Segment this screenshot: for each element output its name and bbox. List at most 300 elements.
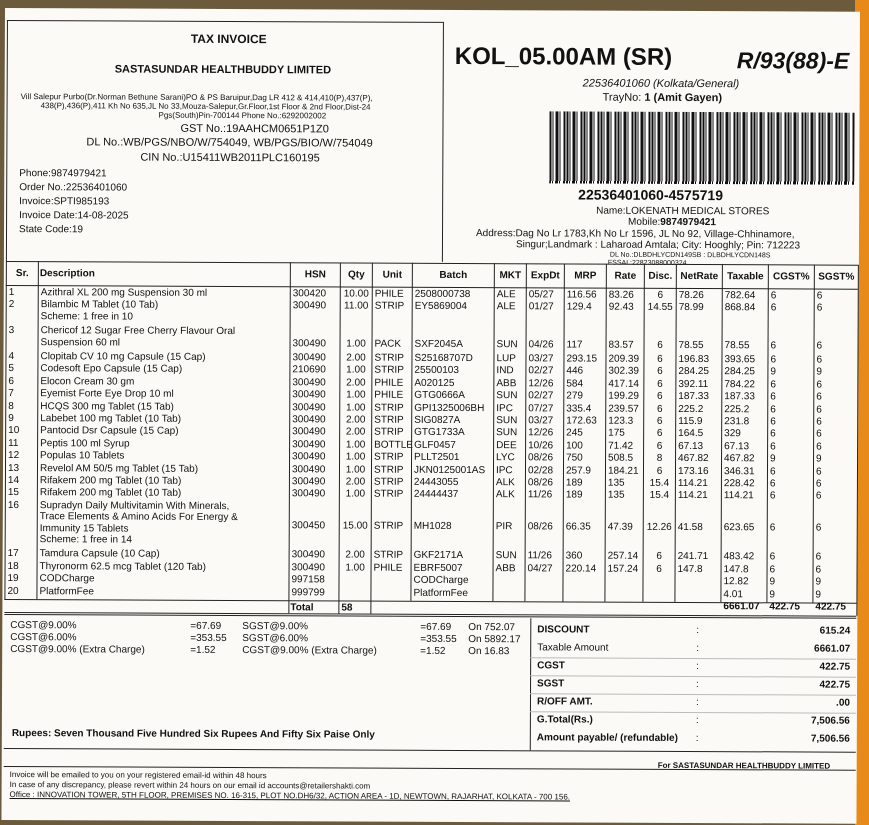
item-scheme: Immunity 15 Tablets (39, 522, 129, 535)
item-sr: 8 (8, 400, 14, 412)
item-unit: STRIP (374, 365, 404, 377)
item-qty: 1.00 (346, 402, 366, 414)
totals-label: G.Total(Rs.) (536, 714, 593, 726)
item-rate: 135 (607, 490, 625, 502)
item-disc: 8 (656, 453, 663, 465)
item-sr: 6 (8, 375, 14, 387)
item-taxable: 393.65 (724, 354, 756, 366)
item-net: 187.33 (678, 391, 709, 403)
item-sgst: 6 (816, 354, 823, 366)
item-exp: 04/26 (528, 338, 554, 350)
item-cgst: 6 (769, 465, 776, 477)
item-mkt: IND (496, 365, 514, 377)
item-net: 114.21 (677, 490, 708, 502)
item-description: Eyemist Forte Eye Drop 10 ml (40, 388, 174, 400)
item-unit: STRIP (374, 301, 405, 313)
item-hsn: 300490 (292, 352, 326, 364)
item-sgst: 6 (816, 441, 822, 453)
item-rate: 184.21 (607, 465, 639, 477)
item-hsn: 300490 (291, 562, 325, 574)
item-qty: 2.00 (345, 414, 366, 426)
totals-colon: : (696, 643, 700, 655)
totals-colon: : (696, 625, 700, 637)
item-batch: CODCharge (413, 574, 469, 587)
item-batch: 24443055 (413, 476, 459, 488)
item-exp: 08/26 (527, 477, 553, 489)
item-sr: 17 (7, 548, 19, 560)
order-info (19, 167, 129, 237)
tax-on: On 752.07 (468, 622, 516, 634)
item-sgst: 6 (815, 551, 822, 563)
totals-label: R/OFF AMT. (536, 696, 593, 708)
item-qty: 1.00 (346, 389, 366, 401)
item-unit: PHILE (373, 562, 403, 574)
barcode-text: 22536401060-4575719 (578, 186, 724, 204)
totals-value: 422.75 (819, 661, 851, 673)
item-description: Populas 10 Tablets (40, 450, 125, 462)
item-batch: GKF2171A (413, 550, 464, 562)
item-sr: 15 (7, 487, 20, 499)
item-cgst: 6 (770, 391, 776, 403)
item-rate: 71.42 (608, 440, 634, 452)
item-exp: 05/27 (528, 289, 554, 301)
item-unit: STRIP (374, 427, 404, 439)
item-sgst: 6 (816, 290, 823, 302)
table-header-qty: Qty (347, 269, 365, 281)
item-taxable: 868.84 (724, 302, 756, 314)
item-sr: 19 (7, 573, 19, 585)
tax-c-val: =67.69 (190, 620, 222, 632)
item-description: Supradyn Daily Multivitamin With Minerals, (39, 499, 230, 512)
item-rate: 508.5 (608, 452, 634, 464)
item-description: PlatformFee (39, 585, 94, 597)
tax-s-label: SGST@6.00% (242, 633, 309, 645)
item-mrp: 293.15 (566, 353, 598, 365)
column-divider (562, 263, 564, 601)
item-sr: 7 (8, 388, 14, 400)
item-description: Codesoft Epo Capsule (15 Cap) (40, 363, 183, 376)
item-sr: 12 (8, 450, 20, 462)
item-exp: 10/26 (528, 440, 554, 452)
item-batch: EBRF5007 (413, 562, 463, 574)
item-sgst: 9 (815, 589, 822, 601)
item-exp: 02/28 (527, 464, 554, 476)
totals-value: 422.75 (819, 679, 851, 691)
item-batch: 24444437 (413, 489, 459, 501)
table-header-rate: Rate (614, 270, 637, 282)
footer-line: In case of any discrepancy, please revert within 24 hours on our email id accounts@retailershakti.com (9, 780, 371, 791)
table-header-disc: Disc. (648, 270, 673, 282)
item-cgst: 6 (770, 428, 776, 440)
item-disc: 6 (656, 428, 663, 440)
item-mkt: SUN (496, 415, 518, 427)
item-cgst: 6 (770, 354, 777, 366)
item-mkt: LUP (496, 353, 516, 365)
item-description: Revelol AM 50/5 mg Tablet (15 Tab) (39, 462, 199, 475)
table-header-batch: Batch (439, 269, 468, 282)
company-name: SASTASUNDAR HEALTHBUDDY LIMITED (114, 63, 332, 77)
item-rate: 157.24 (607, 563, 639, 575)
item-exp: 11/26 (527, 550, 552, 562)
item-disc: 6 (656, 563, 662, 575)
table-header-unit: Unit (382, 269, 403, 281)
cin-number: CIN No.:U15411WB2011PLC160195 (140, 151, 320, 165)
item-cgst: 6 (770, 403, 776, 415)
item-sgst: 6 (816, 340, 823, 352)
item-batch: PlatformFee (413, 587, 468, 599)
item-mrp: 360 (565, 550, 583, 562)
item-batch: PLLT2501 (414, 451, 460, 464)
item-mkt: SUN (496, 390, 518, 402)
table-header-desc: Description (39, 268, 95, 280)
route-code: R/93(88)-E (736, 47, 850, 74)
totals-value: 7,506.56 (810, 715, 850, 727)
item-qty: 2.00 (346, 352, 366, 364)
item-unit: BOTTLE (374, 439, 414, 451)
totals-colon: : (695, 733, 699, 745)
item-net: 241.71 (677, 551, 709, 563)
item-unit: PHILE (374, 288, 404, 300)
item-disc: 14.55 (647, 302, 673, 314)
item-taxable: 4.01 (723, 588, 743, 600)
totals-value: 7,506.56 (810, 733, 850, 745)
item-sr: 5 (8, 363, 15, 375)
item-sgst: 9 (816, 366, 823, 378)
item-mrp: 189 (565, 477, 583, 489)
item-sr: 9 (8, 413, 14, 425)
item-taxable: 329 (724, 428, 741, 440)
item-cgst: 6 (770, 379, 776, 391)
tax-on: On 5892.17 (468, 634, 521, 646)
item-description: Pantocid Dsr Capsule (15 Cap) (40, 425, 179, 438)
item-description: Clopitab CV 10 mg Capsule (15 Cap) (40, 351, 206, 363)
column-divider (766, 264, 768, 602)
item-hsn: 300490 (291, 476, 326, 488)
item-sr: 18 (7, 560, 19, 572)
item-sr: 10 (8, 425, 20, 437)
column-divider (410, 263, 412, 601)
item-description: Labebet 100 mg Tablet (10 Tab) (40, 413, 182, 425)
table-header-exp: ExpDt (530, 270, 560, 282)
totals-label: Taxable Amount (537, 642, 609, 654)
item-qty: 1.00 (345, 562, 365, 574)
item-disc: 6 (657, 366, 663, 378)
item-qty: 1.00 (345, 451, 366, 463)
item-batch: 2508000738 (414, 288, 471, 301)
item-cgst: 6 (770, 302, 777, 314)
item-description: Rifakem 200 mg Tablet (10 Tab) (39, 487, 182, 500)
item-hsn: 300490 (292, 401, 326, 413)
item-taxable: 225.2 (724, 403, 750, 415)
item-cgst: 6 (769, 564, 776, 576)
tray-label: TrayNo: (602, 91, 645, 104)
item-description: HCQS 300 mg Tablet (15 Tab) (40, 400, 174, 413)
item-net: 147.8 (677, 563, 703, 575)
border-top-left (7, 20, 443, 23)
border-divider (442, 22, 444, 262)
tax-c-label: CGST@9.00% (10, 620, 77, 632)
customer-dl: DL No.:DLBDHLYCDN149SB : DLBDHLYCDN148S (609, 251, 771, 260)
item-mkt: ALK (495, 477, 515, 489)
table-header-sgst: SGST% (818, 271, 855, 283)
item-disc: 6 (657, 391, 663, 403)
invoice-number: Invoice:SPTI985193 (19, 196, 110, 208)
mobile-label: Mobile: (628, 216, 661, 228)
item-rate: 47.39 (607, 521, 633, 533)
item-rate: 175 (608, 428, 625, 440)
item-net: 467.82 (678, 453, 709, 465)
amount-in-words: Rupees: Seven Thousand Five Hundred Six Rupees And Fifty Six Paise Only (11, 728, 375, 741)
column-divider (338, 262, 340, 600)
item-cgst: 9 (770, 453, 776, 465)
totals-colon: : (695, 697, 699, 709)
item-description: CODCharge (39, 573, 95, 585)
item-hsn: 300490 (292, 426, 326, 438)
column-divider (370, 263, 372, 601)
item-mrp: 100 (566, 440, 583, 452)
customer-mobile (628, 217, 716, 228)
item-batch: MH1028 (413, 520, 452, 532)
item-mrp: 257.9 (565, 465, 592, 477)
item-taxable: 231.8 (724, 416, 750, 428)
item-exp: 03/27 (528, 415, 554, 427)
item-rate: 209.39 (608, 353, 640, 365)
item-taxable: 782.64 (724, 290, 756, 302)
phone: Phone:9874979421 (19, 168, 107, 180)
item-net: 41.58 (677, 521, 703, 533)
item-sr: 20 (7, 585, 19, 597)
item-cgst: 9 (769, 588, 776, 600)
item-disc: 6 (656, 551, 662, 563)
item-sr: 13 (7, 462, 20, 474)
item-rate: 123.3 (608, 415, 634, 427)
item-mkt: SUN (496, 427, 518, 439)
table-header-mkt: MKT (499, 270, 522, 282)
item-scheme: Suspension 60 ml (40, 336, 121, 349)
item-exp: 04/27 (527, 563, 553, 575)
item-hsn: 300490 (291, 463, 326, 475)
item-sgst: 6 (815, 466, 822, 478)
item-qty: 1.00 (345, 439, 366, 451)
item-net: 114.21 (677, 477, 708, 490)
item-qty: 2.00 (345, 476, 366, 488)
total-divider (288, 600, 289, 613)
item-disc: 6 (657, 289, 664, 301)
item-rate: 239.57 (608, 403, 639, 415)
item-unit: STRIP (373, 550, 404, 562)
item-exp: 11/26 (527, 489, 553, 501)
total-cgst: 422.75 (769, 601, 801, 613)
footer-line: Office : INNOVATION TOWER, 5TH FLOOR, PREMISES NO. 16-315, PLOT NO.DH6/32, ACTION AREA - 1D, NEWTOWN, RAJARHAT, KOLKATA - 700 156. (9, 790, 571, 802)
item-exp: 08/26 (528, 452, 554, 464)
item-cgst: 6 (770, 339, 777, 351)
item-mkt: ALK (495, 489, 515, 501)
customer-address-2: Singur;Landmark : Laharoad Amtala; City: Hooghly; Pin: 712223 (515, 239, 801, 252)
item-taxable: 78.55 (724, 339, 750, 351)
item-sgst: 6 (815, 522, 822, 534)
item-mkt: IPC (496, 402, 513, 414)
address-line: Vill Salepur Purbo(Dr.Norman Bethune Sarani)PO & PS Baruipur,Dag LR 412 & 414,410(P),437(P), (20, 92, 373, 103)
totals-value: 615.24 (819, 625, 851, 637)
item-taxable: 12.82 (723, 576, 749, 588)
column-divider (642, 264, 644, 602)
item-mrp: 172.63 (566, 415, 597, 427)
tray-value: 1 (Amit Gayen) (644, 91, 723, 105)
item-unit: STRIP (374, 402, 404, 414)
order-line: 22536401060 (Kolkata/General) (582, 77, 740, 91)
totals-label: Amount payable/ (refundable) (536, 732, 678, 744)
item-mkt: LYC (496, 452, 515, 464)
item-mrp: 584 (566, 378, 584, 390)
tax-s-val: =353.55 (420, 633, 457, 645)
item-taxable: 467.82 (724, 453, 755, 465)
item-hsn: 300490 (292, 337, 326, 349)
customer-address-1: Address:Dag No Lr 1783,Kh No Lr 1596, JL No 92, Village-Chhinamore, (475, 228, 795, 241)
tax-c-label: CGST@9.00% (Extra Charge) (10, 644, 145, 656)
item-cgst: 6 (770, 441, 776, 453)
item-unit: PHILE (374, 377, 404, 389)
table-header-cgst: CGST% (772, 271, 810, 283)
item-cgst: 9 (769, 576, 776, 588)
item-sgst: 6 (816, 302, 823, 314)
item-mrp: 189 (565, 489, 583, 501)
table-header-taxable: Taxable (727, 271, 764, 283)
item-batch: GTG0666A (414, 389, 465, 402)
column-divider (524, 263, 526, 601)
item-hsn: 300490 (292, 451, 326, 463)
table-header-net: NetRate (680, 270, 719, 283)
item-disc: 6 (657, 378, 663, 390)
item-unit: STRIP (374, 414, 404, 426)
item-rate: 257.14 (607, 551, 639, 563)
item-taxable: 67.13 (724, 440, 750, 453)
item-qty: 15.00 (342, 520, 368, 532)
column-divider (288, 262, 290, 600)
table-header-sr: Sr. (15, 268, 29, 280)
item-hsn: 300490 (291, 549, 326, 561)
item-qty: 10.00 (343, 288, 369, 300)
tax-s-val: =1.52 (420, 645, 446, 657)
tax-c-val: =353.55 (190, 632, 227, 644)
item-description: Tamdura Capsule (10 Cap) (39, 548, 160, 561)
item-mrp: 66.35 (565, 521, 591, 533)
item-disc: 15.4 (649, 490, 670, 502)
item-unit: STRIP (374, 352, 404, 364)
item-description: Bilambic M Tablet (10 Tab) (40, 299, 159, 312)
item-hsn: 210690 (292, 364, 326, 376)
item-net: 225.2 (678, 403, 704, 415)
column-divider (604, 264, 606, 602)
item-disc: 6 (657, 353, 663, 365)
company-address (21, 92, 373, 121)
customer-name: Name:LOKENATH MEDICAL STORES (596, 205, 770, 218)
item-sgst: 9 (816, 453, 822, 465)
item-batch: SIG0827A (414, 414, 461, 426)
item-batch: EY5869004 (414, 301, 468, 313)
dl-number: DL No.:WB/PGS/NBO/W/754049, WB/PGS/BIO/W/754049 (86, 136, 373, 150)
item-rate: 83.57 (608, 339, 634, 351)
item-rate: 135 (607, 477, 625, 489)
item-mkt: ABB (495, 562, 516, 575)
item-taxable: 187.33 (724, 391, 755, 403)
item-unit: STRIP (373, 464, 404, 476)
item-unit: STRIP (373, 489, 404, 501)
totals-label: DISCOUNT (537, 624, 590, 636)
item-mkt: IPC (495, 464, 513, 476)
footer-line: Invoice will be emailed to you on your registered email-id within 48 hours (9, 770, 267, 781)
column-divider (674, 264, 676, 602)
item-qty: 1.00 (346, 364, 366, 376)
item-sgst: 9 (815, 576, 822, 588)
item-batch: GLF0457 (414, 439, 456, 451)
totals-colon: : (696, 661, 699, 673)
total-sgst: 422.75 (815, 601, 847, 613)
item-cgst: 6 (770, 416, 776, 428)
table-header-hsn: HSN (304, 269, 326, 281)
item-hsn: 997158 (291, 574, 325, 586)
route-label: KOL_05.00AM (SR) (454, 42, 673, 71)
item-net: 115.9 (678, 415, 703, 428)
column-divider (36, 261, 38, 599)
total-divider (370, 601, 371, 614)
table-top-line (6, 261, 858, 266)
totals-label: SGST (537, 678, 565, 690)
order-number: Order No.:22536401060 (19, 182, 128, 194)
item-hsn: 300490 (291, 488, 326, 500)
state-code: State Code:19 (19, 224, 83, 236)
item-exp: 02/27 (528, 390, 554, 402)
item-net: 67.13 (678, 440, 704, 452)
item-exp: 02/27 (528, 365, 554, 377)
item-sr: 3 (8, 325, 15, 337)
column-divider (492, 263, 494, 601)
item-qty: 2.00 (346, 377, 366, 389)
item-net: 78.55 (678, 339, 704, 351)
item-exp: 08/26 (527, 520, 553, 533)
totals-value: 6661.07 (814, 643, 851, 655)
gst-number: GST No.:19AAHCM0651P1Z0 (180, 122, 329, 136)
item-mrp: 245 (566, 427, 583, 439)
item-sgst: 6 (816, 404, 822, 416)
item-batch: GTG1733A (414, 427, 465, 439)
item-exp: 07/27 (528, 402, 554, 414)
item-qty: 1.00 (345, 488, 366, 500)
item-batch: GPI1325006BH (414, 402, 485, 414)
mobile-value: 9874979421 (660, 216, 716, 229)
item-description: Chericof 12 Sugar Free Cherry Flavour Oral (40, 325, 236, 338)
totals-label: CGST (537, 660, 565, 672)
item-mkt: PIR (495, 520, 513, 532)
item-cgst: 6 (769, 521, 776, 533)
item-disc: 6 (656, 440, 663, 452)
item-unit: STRIP (373, 520, 404, 532)
item-unit: STRIP (374, 451, 404, 463)
tax-s-label: SGST@9.00% (242, 621, 309, 633)
item-qty: 2.00 (345, 426, 366, 438)
item-mrp: 220.14 (565, 563, 597, 575)
item-mrp: 279 (566, 390, 584, 402)
item-sr: 14 (7, 475, 20, 487)
item-scheme: Trace Elements & Amino Acids For Energy & (39, 511, 238, 524)
item-rate: 83.26 (608, 289, 634, 301)
item-sgst: 6 (816, 391, 822, 403)
item-cgst: 6 (770, 290, 777, 302)
item-mkt: DEE (496, 439, 517, 452)
item-hsn: 300490 (292, 377, 326, 389)
item-net: 196.83 (678, 353, 710, 366)
item-hsn: 300490 (292, 389, 326, 401)
invoice-paper (1, 8, 860, 824)
